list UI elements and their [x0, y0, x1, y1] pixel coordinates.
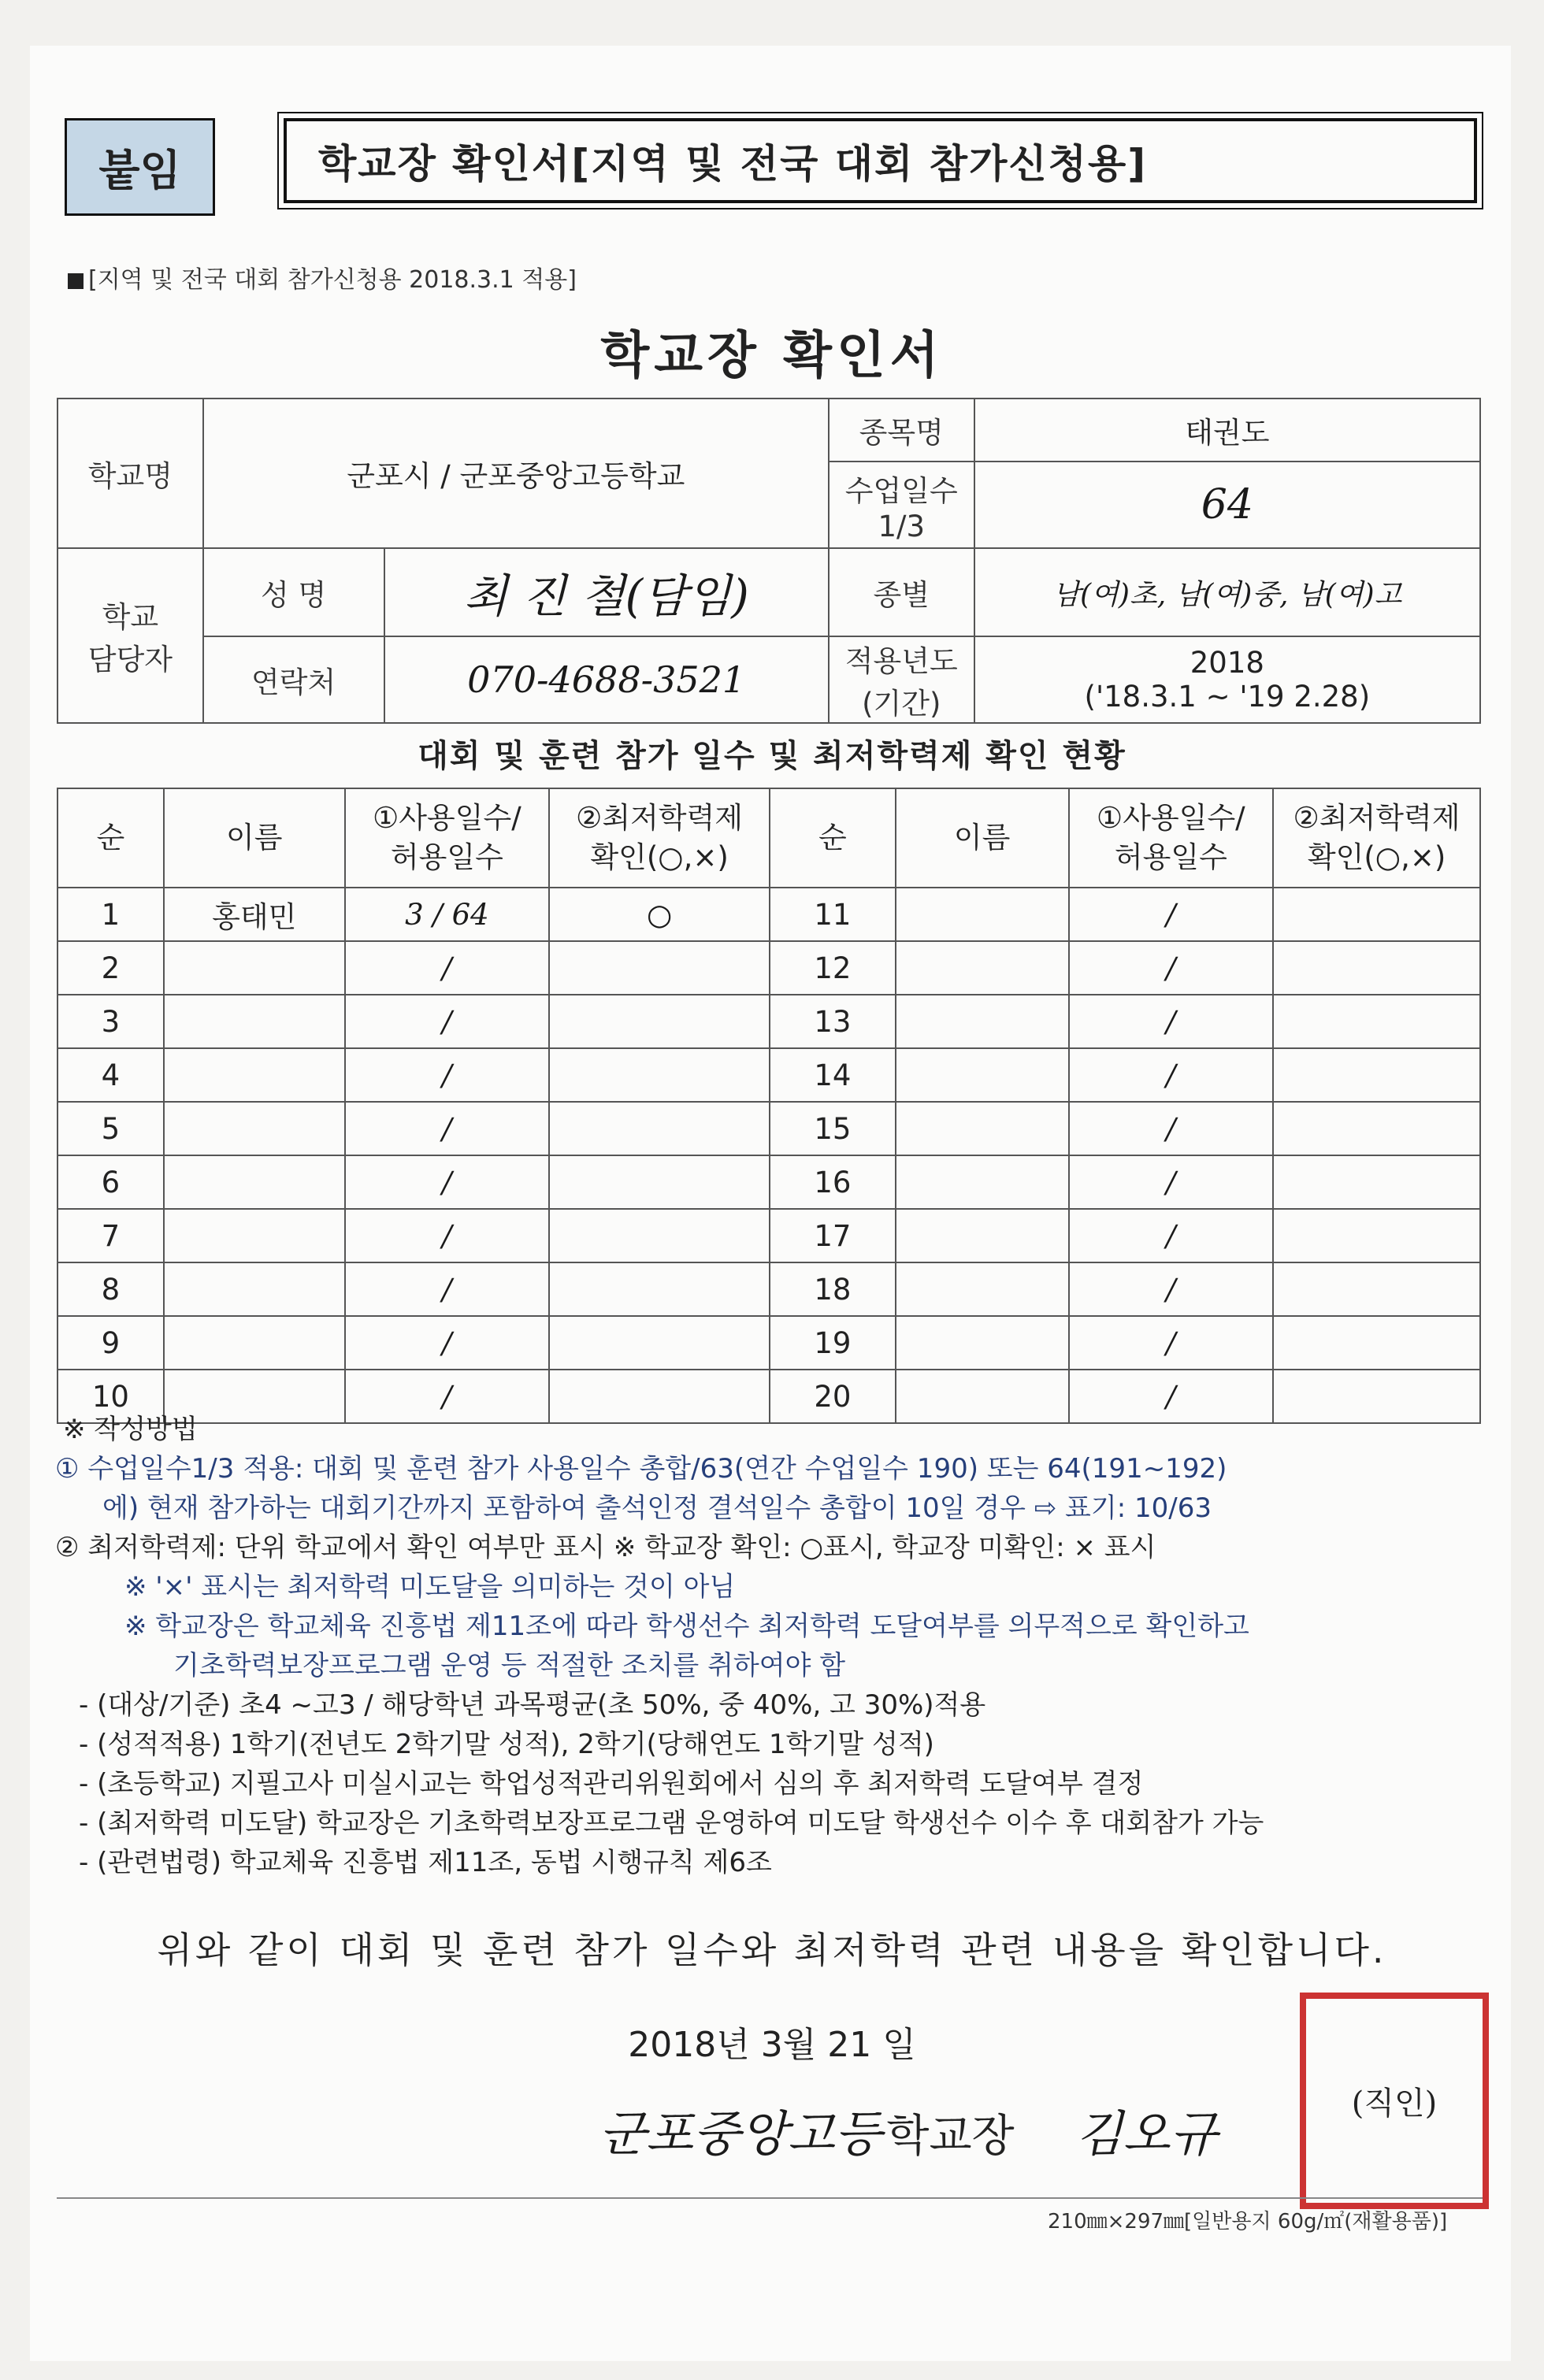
- row-name: [164, 941, 345, 995]
- year-value-line1: 2018: [1190, 646, 1264, 680]
- row-check: [549, 941, 770, 995]
- row-days-2: /: [1069, 1262, 1274, 1316]
- contact-label: 연락처: [203, 636, 384, 723]
- days-value: 64: [974, 462, 1480, 548]
- col-check-2-line1: ②최저학력제: [1293, 801, 1460, 836]
- col-days-line2: 허용일수: [390, 840, 503, 874]
- detail-5: - (관련법령) 학교체육 진흥법 제11조, 동법 시행규칙 제6조: [79, 1847, 772, 1878]
- row-name-2: [896, 1155, 1069, 1209]
- row-days: /: [345, 995, 550, 1048]
- table-row: [58, 941, 1480, 995]
- year-label: [829, 636, 974, 723]
- row-days-2: /: [1069, 1155, 1274, 1209]
- row-check-2: [1273, 1316, 1480, 1370]
- row-check: [549, 1262, 770, 1316]
- table-row: [58, 1209, 1480, 1262]
- square-bullet-icon: [68, 273, 84, 289]
- row-days-2: /: [1069, 1209, 1274, 1262]
- row-no-2: 18: [770, 1262, 896, 1316]
- table-row: [58, 1102, 1480, 1155]
- row-name: [164, 1155, 345, 1209]
- row-name-2: [896, 941, 1069, 995]
- row-days-2: /: [1069, 1370, 1274, 1423]
- row-no-2: 11: [770, 888, 896, 941]
- row-no-2: 15: [770, 1102, 896, 1155]
- contact-value: 070-4688-3521: [384, 636, 829, 723]
- days-label-line2: 1/3: [878, 509, 926, 543]
- col-days-line1: ①사용일수/: [373, 801, 521, 836]
- row-name-2: [896, 995, 1069, 1048]
- col-check-line2: 확인(○,×): [590, 840, 729, 874]
- row-name-2: [896, 888, 1069, 941]
- writing-notes: [55, 1410, 1489, 1882]
- confirmation-statement: 위와 같이 대회 및 훈련 참가 일수와 최저학력 관련 내용을 확인합니다.: [157, 1929, 1387, 1971]
- row-days: /: [345, 1155, 550, 1209]
- footer-divider: [57, 2197, 1483, 2199]
- row-no-2: 14: [770, 1048, 896, 1102]
- row-days-2: /: [1069, 888, 1274, 941]
- school-value: 군포시 / 군포중앙고등학교: [203, 399, 829, 548]
- event-value: 태권도: [974, 399, 1480, 462]
- row-no: 8: [58, 1262, 164, 1316]
- staff-label-line1: 학교: [102, 600, 159, 634]
- document-title: 학교장 확인서: [600, 327, 944, 385]
- notes-heading: ※ 작성방법: [63, 1414, 198, 1445]
- row-check-2: [1273, 941, 1480, 995]
- row-check: [549, 1048, 770, 1102]
- note-3: ※ '×' 표시는 최저학력 미도달을 의미하는 것이 아님: [124, 1571, 736, 1603]
- detail-2: - (성적적용) 1학기(전년도 2학기말 성적), 2학기(당해연도 1학기말 성적): [79, 1729, 934, 1760]
- table-row: [58, 1262, 1480, 1316]
- row-no: 7: [58, 1209, 164, 1262]
- row-no: 10: [58, 1370, 164, 1423]
- col-no-2: 순: [770, 788, 896, 888]
- row-check-2: [1273, 1262, 1480, 1316]
- note-4a: ※ 학교장은 학교체육 진흥법 제11조에 따라 학생선수 최저학력 도달여부를 의무적으로 확인하고: [124, 1611, 1249, 1642]
- signer-school: 군포중앙고등: [599, 2105, 882, 2163]
- col-days-2: [1069, 788, 1274, 888]
- paper-spec-footer: 210㎜×297㎜[일반용지 60g/㎡(재활용품)]: [1048, 2210, 1448, 2234]
- row-no: 6: [58, 1155, 164, 1209]
- note-1a: ① 수업일수1/3 적용: 대회 및 훈련 참가 사용일수 총합/63(연간 수업일수 190) 또는 64(191~192): [55, 1453, 1227, 1485]
- row-days: /: [345, 1048, 550, 1102]
- type-label: 종별: [829, 548, 974, 636]
- col-check-2: [1273, 788, 1480, 888]
- row-check-2: [1273, 888, 1480, 941]
- row-name: [164, 1048, 345, 1102]
- row-days: /: [345, 941, 550, 995]
- attachment-tag: 붙임: [65, 118, 215, 216]
- col-days-2-line2: 허용일수: [1114, 840, 1227, 874]
- row-no-2: 20: [770, 1370, 896, 1423]
- row-name: [164, 1316, 345, 1370]
- staff-label: [58, 548, 203, 723]
- header-title: 학교장 확인서[지역 및 전국 대회 참가신청용]: [284, 118, 1477, 203]
- row-days-2: /: [1069, 1102, 1274, 1155]
- signer-title: 학교장: [886, 2111, 1015, 2162]
- form-subtitle: [68, 260, 577, 295]
- row-no: 5: [58, 1102, 164, 1155]
- row-days: /: [345, 1370, 550, 1423]
- col-check: [549, 788, 770, 888]
- row-check-2: [1273, 1155, 1480, 1209]
- event-label: 종목명: [829, 399, 974, 462]
- row-name-2: [896, 1262, 1069, 1316]
- row-check-2: [1273, 1209, 1480, 1262]
- row-no-2: 17: [770, 1209, 896, 1262]
- table-row: [58, 995, 1480, 1048]
- official-seal: [1300, 1993, 1489, 2209]
- days-label: [829, 462, 974, 548]
- col-check-2-line2: 확인(○,×): [1307, 840, 1446, 874]
- note-2: ② 최저학력제: 단위 학교에서 확인 여부만 표시 ※ 학교장 확인: ○표시, 학교장 미확인: × 표시: [55, 1532, 1156, 1563]
- table-row: [58, 888, 1480, 941]
- note-4b: 기초학력보장프로그램 운영 등 적절한 조치를 취하여야 함: [173, 1650, 846, 1681]
- confirmation-date: 2018년 3월 21 일: [628, 2025, 916, 2065]
- table-row: [58, 1048, 1480, 1102]
- table-row: [58, 1316, 1480, 1370]
- row-name: 홍태민: [164, 888, 345, 941]
- form-subtitle-text: [지역 및 전국 대회 참가신청용 2018.3.1 적용]: [88, 266, 577, 294]
- detail-4: - (최저학력 미도달) 학교장은 기초학력보장프로그램 운영하여 미도달 학생선수 이수 후 대회참가 가능: [79, 1807, 1264, 1839]
- row-name: [164, 1262, 345, 1316]
- section-title: 대회 및 훈련 참가 일수 및 최저학력제 확인 현황: [418, 738, 1126, 774]
- detail-1: - (대상/기준) 초4 ~고3 / 해당학년 과목평균(초 50%, 중 40%, 고 30%)적용: [79, 1689, 986, 1721]
- row-no-2: 19: [770, 1316, 896, 1370]
- row-check-2: [1273, 995, 1480, 1048]
- row-no: 3: [58, 995, 164, 1048]
- detail-3: - (초등학교) 지필고사 미실시교는 학업성적관리위원회에서 심의 후 최저학력 도달여부 결정: [79, 1768, 1144, 1800]
- col-check-line1: ②최저학력제: [576, 801, 744, 836]
- row-check: [549, 995, 770, 1048]
- days-label-line1: 수업일수: [844, 473, 958, 508]
- row-name-2: [896, 1102, 1069, 1155]
- type-value: 남(여)초, 남(여)중, 남(여)고: [974, 548, 1480, 636]
- row-no-2: 16: [770, 1155, 896, 1209]
- row-check: [549, 1316, 770, 1370]
- row-check-2: [1273, 1102, 1480, 1155]
- name-label: 성 명: [203, 548, 384, 636]
- seal-label: (직인): [1349, 2078, 1441, 2123]
- row-check: [549, 1155, 770, 1209]
- row-no: 1: [58, 888, 164, 941]
- participants-table: [57, 788, 1481, 1424]
- row-days-2: /: [1069, 1048, 1274, 1102]
- signer-signature: 김오규: [1075, 2105, 1218, 2163]
- row-no: 9: [58, 1316, 164, 1370]
- row-no-2: 12: [770, 941, 896, 995]
- col-name-2: 이름: [896, 788, 1069, 888]
- row-no-2: 13: [770, 995, 896, 1048]
- row-no: 4: [58, 1048, 164, 1102]
- note-1b: 에) 현재 참가하는 대회기간까지 포함하여 출석인정 결석일수 총합이 10일 경우 ⇨ 표기: 10/63: [102, 1492, 1212, 1524]
- row-days: /: [345, 1209, 550, 1262]
- info-table: [57, 398, 1481, 724]
- row-days: /: [345, 1102, 550, 1155]
- name-value: 최 진 철(담임): [384, 548, 829, 636]
- row-check: [549, 1102, 770, 1155]
- row-name-2: [896, 1209, 1069, 1262]
- row-days-2: /: [1069, 941, 1274, 995]
- row-days: /: [345, 1262, 550, 1316]
- row-check-2: [1273, 1048, 1480, 1102]
- row-name-2: [896, 1316, 1069, 1370]
- row-no: 2: [58, 941, 164, 995]
- table-row: [58, 1155, 1480, 1209]
- staff-label-line2: 담당자: [87, 643, 173, 677]
- col-days-2-line1: ①사용일수/: [1097, 801, 1245, 836]
- row-check: ○: [549, 888, 770, 941]
- signer-line: [599, 2095, 1222, 2165]
- row-days-2: /: [1069, 995, 1274, 1048]
- col-days: [345, 788, 550, 888]
- year-label-line2: (기간): [862, 687, 941, 721]
- row-name-2: [896, 1048, 1069, 1102]
- row-days: /: [345, 1316, 550, 1370]
- row-name: [164, 1102, 345, 1155]
- row-check: [549, 1209, 770, 1262]
- row-name: [164, 1209, 345, 1262]
- row-days-2: /: [1069, 1316, 1274, 1370]
- year-value-line2: ('18.3.1 ~ '19 2.28): [1084, 680, 1371, 714]
- year-label-line1: 적용년도: [844, 644, 958, 678]
- col-no: 순: [58, 788, 164, 888]
- school-label: 학교명: [58, 399, 203, 548]
- row-name: [164, 995, 345, 1048]
- col-name: 이름: [164, 788, 345, 888]
- row-days: 3 / 64: [345, 888, 550, 941]
- year-value: [974, 636, 1480, 723]
